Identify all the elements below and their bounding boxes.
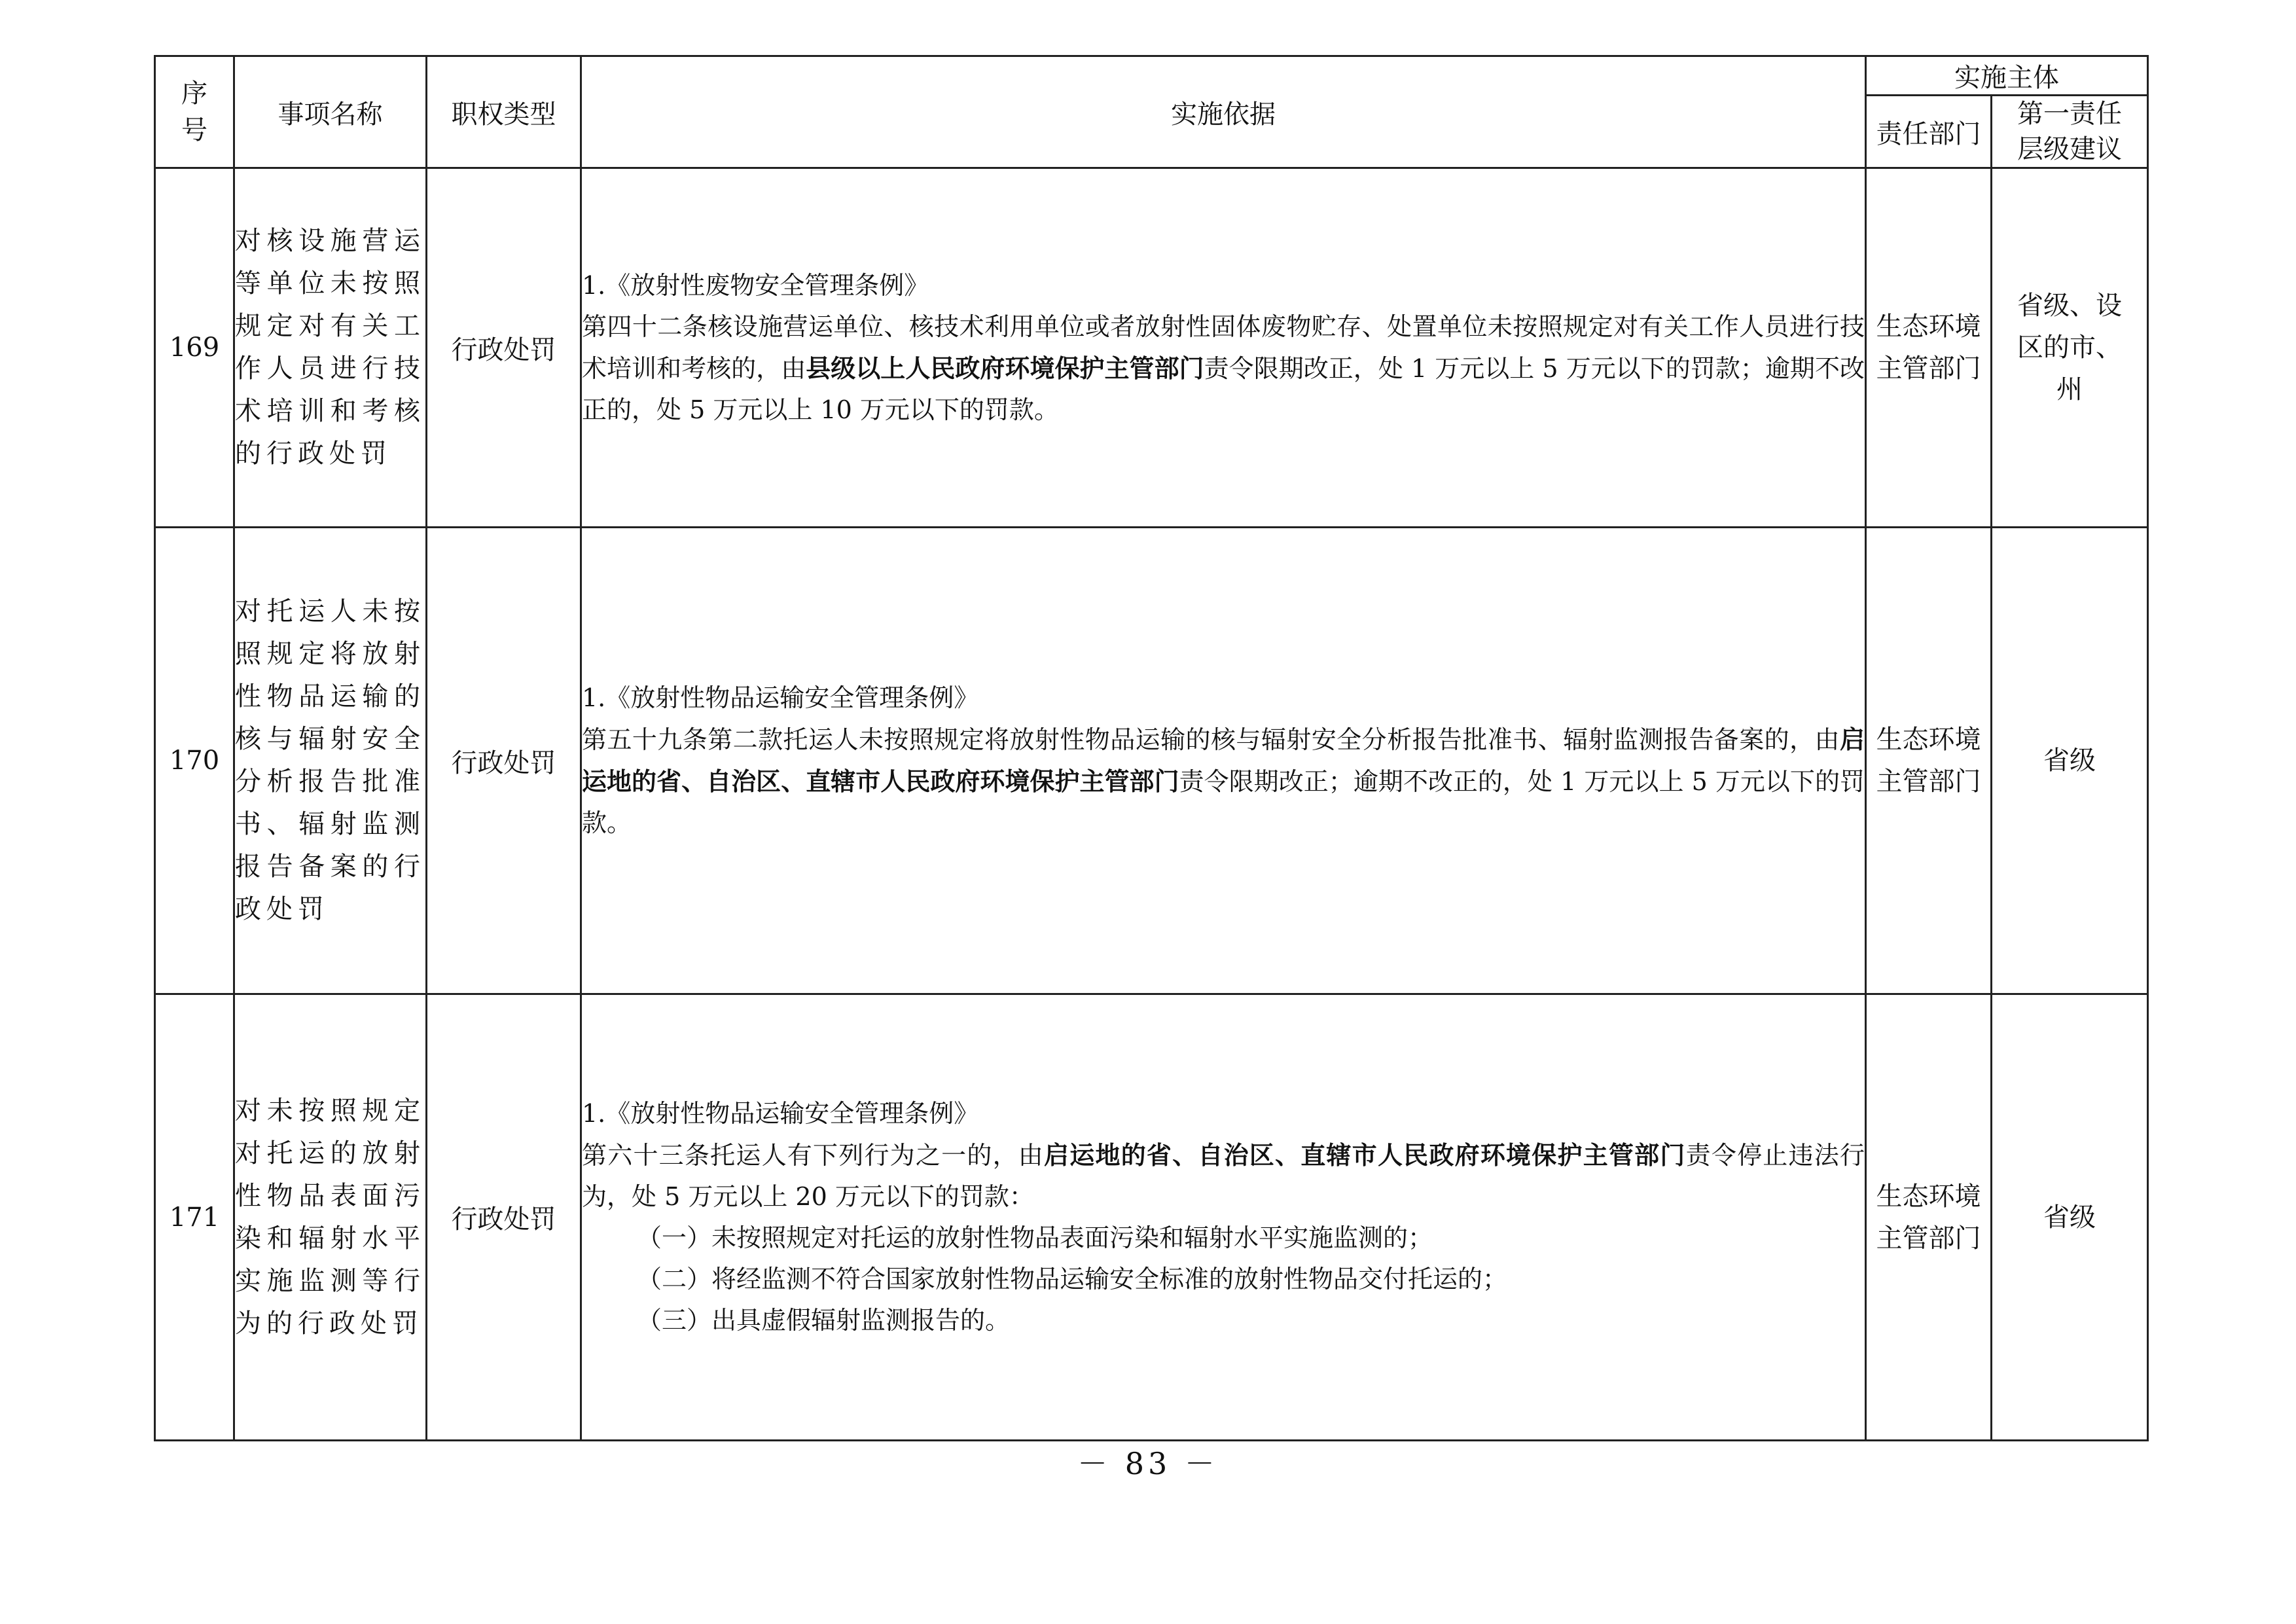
row-dept: 生态环境主管部门 [1866, 994, 1992, 1441]
header-seq: 序号 [155, 56, 234, 168]
row-level: 省级、设区的市、州 [1992, 168, 2148, 528]
table-row [155, 528, 2148, 994]
header-dept: 责任部门 [1866, 96, 1992, 168]
row-basis [581, 994, 1866, 1441]
row-power-type: 行政处罚 [427, 168, 581, 528]
row-power-type: 行政处罚 [427, 994, 581, 1441]
row-item-name: 对托运人未按照规定将放射性物品运输的核与辐射安全分析报告批准书、辐射监测报告备案的行政处罚 [234, 528, 427, 994]
table-row [155, 994, 2148, 1441]
list-item: （一）未按照规定对托运的放射性物品表面污染和辐射水平实施监测的； [637, 1223, 1433, 1252]
row-level: 省级 [1992, 994, 2148, 1441]
row-power-type: 行政处罚 [427, 528, 581, 994]
header-subject: 实施主体 [1866, 56, 2148, 96]
row-dept: 生态环境主管部门 [1866, 168, 1992, 528]
list-item: （三）出具虚假辐射监测报告的。 [637, 1306, 1011, 1335]
row-item-name: 对未按照规定对托运的放射性物品表面污染和辐射水平实施监测等行为的行政处罚 [234, 994, 427, 1441]
header-item-name: 事项名称 [234, 56, 427, 168]
row-level: 省级 [1992, 528, 2148, 994]
header-level: 第一责任层级建议 [1992, 96, 2148, 168]
page-number: － 83 － [1077, 1446, 1219, 1481]
clause-text-pre: 第四十二条核设施营运单位、核技术利用单位或者放射性固体废物贮存、处置单位未按照规定对有关工作人员进行技术培训和考核的，由 [582, 312, 1865, 383]
authority-text: 启运地的省、自治区、直辖市人民政府环境保护主管部门 [582, 725, 1865, 796]
row-basis [581, 168, 1866, 528]
row-item-name: 对核设施营运等单位未按照规定对有关工作人员进行技术培训和考核的行政处罚 [234, 168, 427, 528]
header-power-type: 职权类型 [427, 56, 581, 168]
clause-text-post: 责令限期改正，处 1 万元以上 5 万元以下的罚款；逾期不改正的，处 5 万元以上 10 万元以下的罚款。 [582, 353, 1865, 424]
clause-text-pre: 第五十九条第二款托运人未按照规定将放射性物品运输的核与辐射安全分析报告批准书、辐射监测报告备案的，由 [582, 725, 1840, 754]
authority-text: 县级以上人民政府环境保护主管部门 [806, 353, 1204, 383]
row-seq: 170 [155, 528, 234, 994]
row-basis [581, 528, 1866, 994]
list-item: （二）将经监测不符合国家放射性物品运输安全标准的放射性物品交付托运的； [637, 1265, 1508, 1293]
header-row-top [155, 56, 2148, 96]
authority-table [154, 55, 2149, 1441]
row-seq: 169 [155, 168, 234, 528]
clause-text-post: 责令停止违法行为，处 5 万元以上 20 万元以下的罚款： [582, 1141, 1865, 1211]
law-title: 1.《放射性物品运输安全管理条例》 [582, 1099, 979, 1128]
row-seq: 171 [155, 994, 234, 1441]
clause-text-pre: 第六十三条托运人有下列行为之一的，由 [582, 1141, 1045, 1170]
clause-text-post: 责令限期改正；逾期不改正的，处 1 万元以上 5 万元以下的罚款。 [582, 767, 1865, 837]
row-dept: 生态环境主管部门 [1866, 528, 1992, 994]
table-row [155, 168, 2148, 528]
law-title: 1.《放射性物品运输安全管理条例》 [582, 683, 979, 712]
header-basis: 实施依据 [581, 56, 1866, 168]
authority-text: 启运地的省、自治区、直辖市人民政府环境保护主管部门 [1044, 1140, 1686, 1170]
law-title: 1.《放射性废物安全管理条例》 [582, 270, 929, 300]
